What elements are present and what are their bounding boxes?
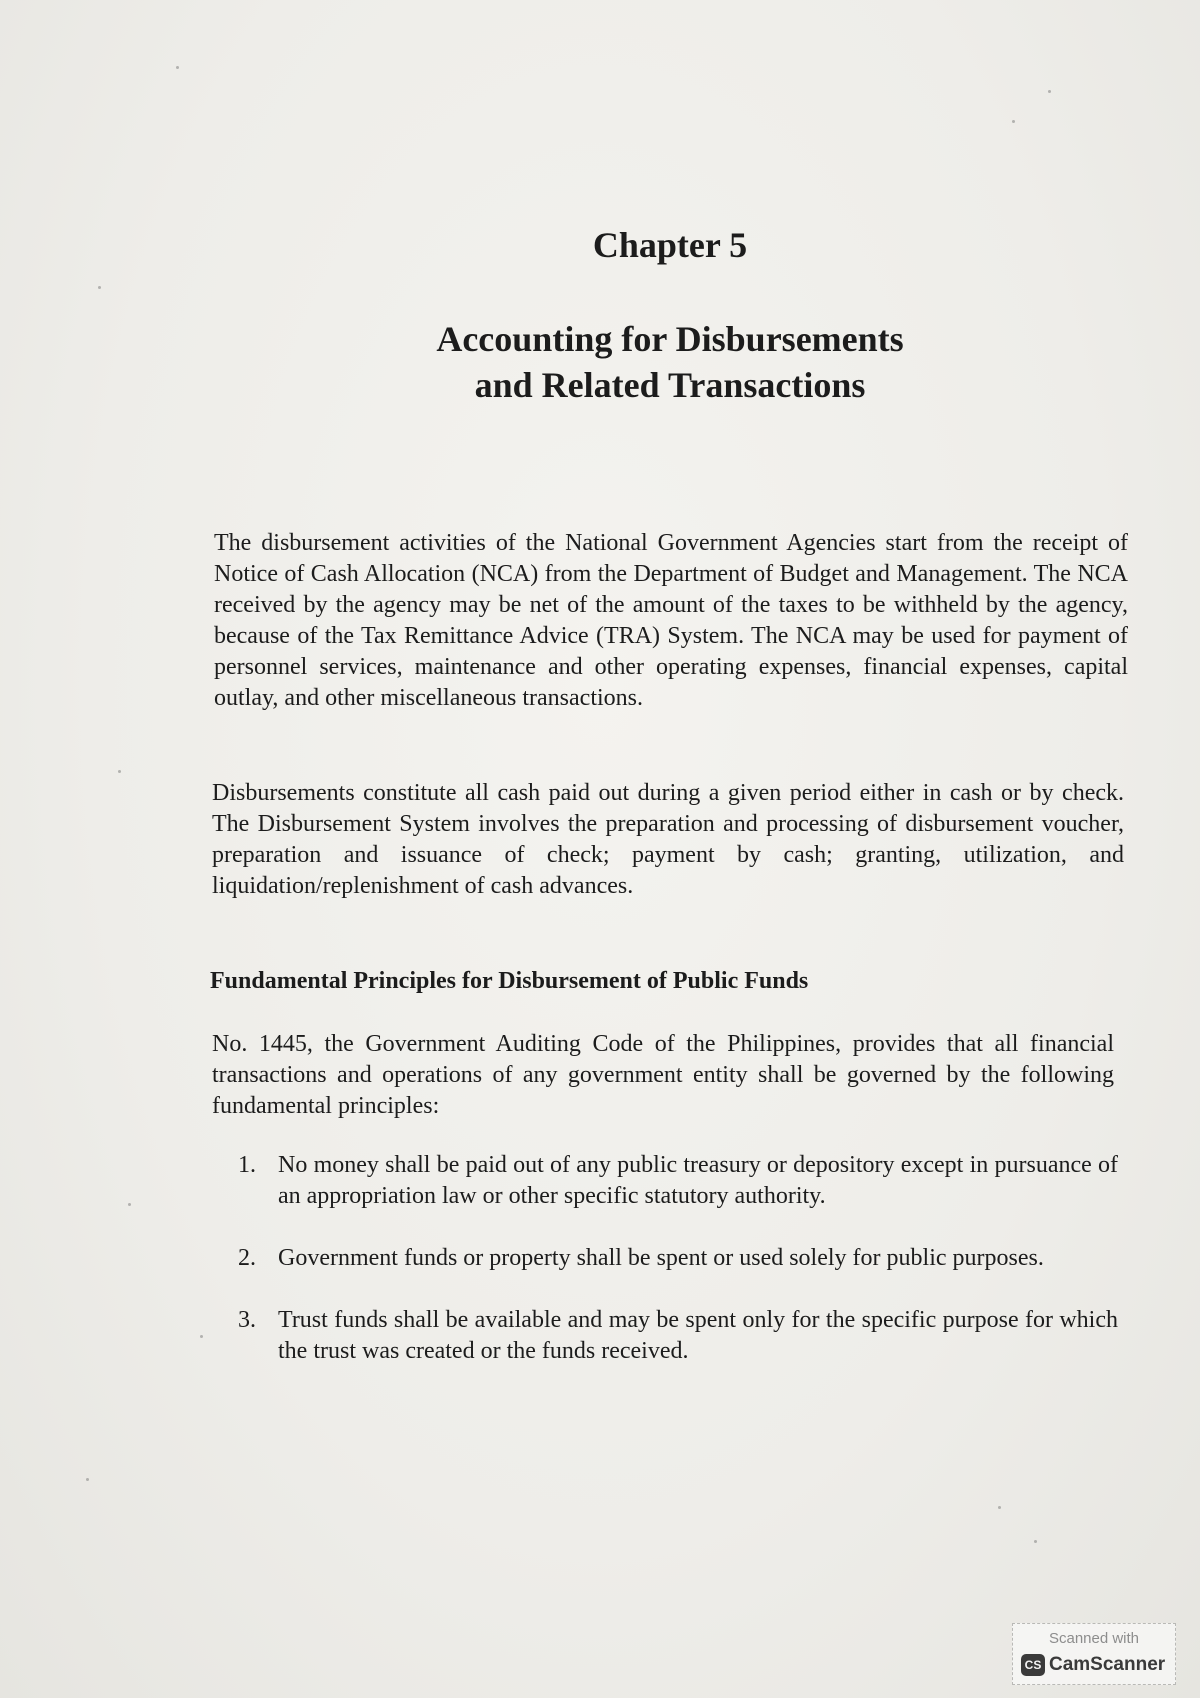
scan-speck: [200, 1335, 203, 1338]
camscanner-logo-icon: CS: [1021, 1654, 1045, 1676]
chapter-title-line-2: and Related Transactions: [474, 365, 866, 405]
principles-list: [238, 1150, 1118, 1398]
scan-speck: [128, 1203, 131, 1206]
list-item-number: 1.: [238, 1152, 256, 1178]
camscanner-brand: CamScanner: [1049, 1654, 1166, 1675]
chapter-number: Chapter 5: [592, 225, 748, 265]
disbursement-definition-paragraph: Disbursements constitute all cash paid out during a given period either in cash or by check. The Disbursement System involves the preparation and processing of disbursement voucher, preparation and issuance of check; payment by cash; granting, utilization, and liquidation/replenishment of cash advances.: [212, 780, 1124, 899]
section-heading: Fundamental Principles for Disbursement of Public Funds: [210, 968, 809, 994]
scan-speck: [1012, 120, 1015, 123]
camscanner-watermark: [1012, 1623, 1176, 1685]
list-item-text: No money shall be paid out of any public treasury or depository except in pursuance of an appropriation law or other specific statutory authority.: [278, 1152, 1118, 1209]
intro-paragraph: The disbursement activities of the National Government Agencies start from the receipt of Notice of Cash Allocation (NCA) from the Department of Budget and Management. The NCA received by the agency may be net of the amount of the taxes to be withheld by the agency, because of the Tax Remittance Advice (TRA) System. The NCA may be used for payment of personnel services, maintenance and other operating expenses, financial expenses, capital outlay, and other miscellaneous transactions.: [214, 530, 1128, 711]
scan-speck: [1034, 1540, 1037, 1543]
scan-speck: [86, 1478, 89, 1481]
list-item: [238, 1305, 1118, 1367]
scan-speck: [176, 66, 179, 69]
list-item: [238, 1243, 1118, 1274]
scan-speck: [1048, 90, 1051, 93]
scan-speck: [98, 286, 101, 289]
scan-speck: [118, 770, 121, 773]
list-item-number: 3.: [238, 1307, 256, 1333]
list-item: [238, 1150, 1118, 1212]
chapter-title: [0, 316, 1200, 408]
auditing-code-paragraph: No. 1445, the Government Auditing Code of the Philippines, provides that all financial transactions and operations of any government entity shall be governed by the following fundamental principles:: [212, 1031, 1114, 1119]
list-item-text: Government funds or property shall be spent or used solely for public purposes.: [278, 1245, 1044, 1271]
scan-speck: [998, 1506, 1001, 1509]
scanned-with-label: Scanned with: [1048, 1630, 1140, 1647]
list-item-number: 2.: [238, 1245, 256, 1271]
list-item-text: Trust funds shall be available and may be spent only for the specific purpose for which the trust was created or the funds received.: [278, 1307, 1118, 1364]
chapter-title-line-1: Accounting for Disbursements: [436, 319, 904, 359]
